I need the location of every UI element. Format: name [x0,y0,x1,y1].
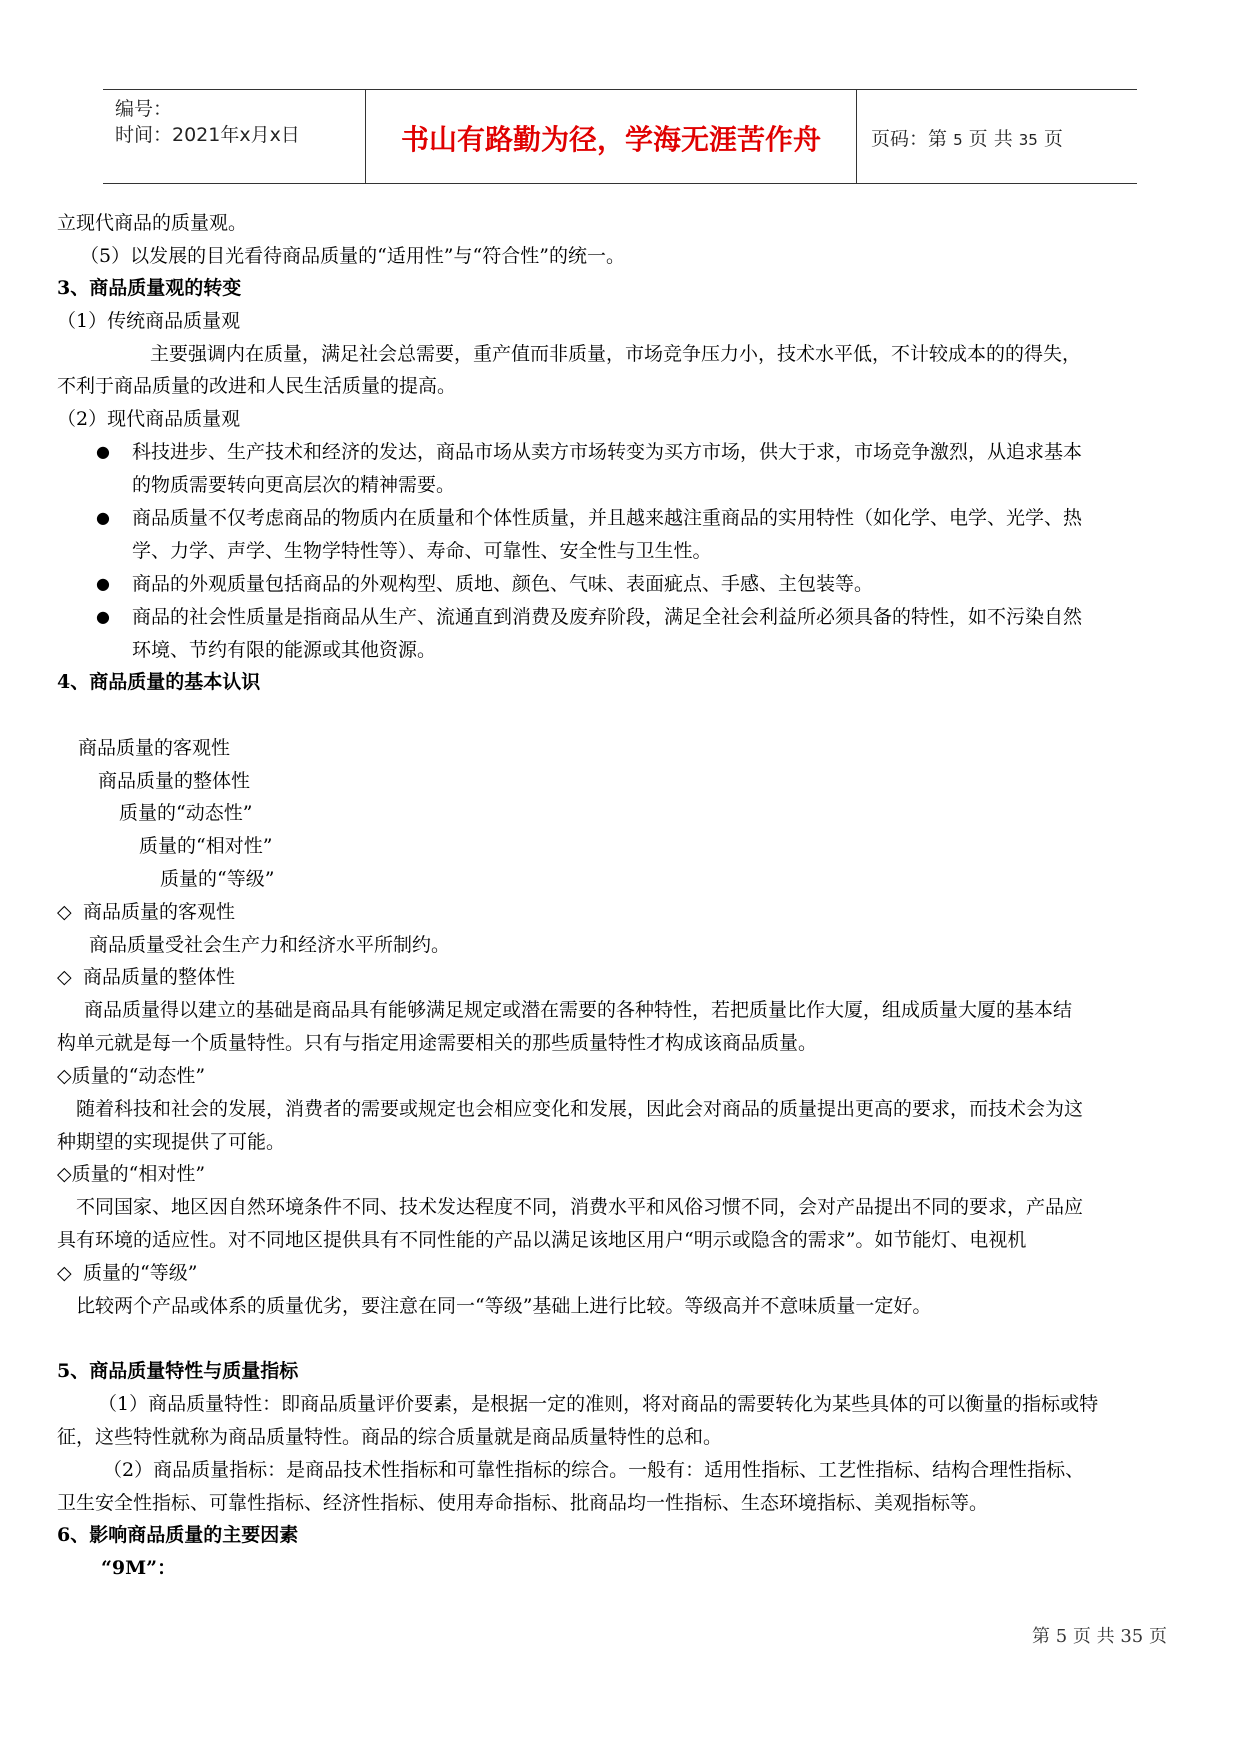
stair-item: 质量的“等级” [160,868,275,890]
stair-item: 商品质量的客观性 [78,737,231,759]
paragraph-line: 卫生安全性指标、可靠性指标、经济性指标、使用寿命指标、批商品均一性指标、生态环境指标、美观指标等。 [57,1492,989,1514]
bullet-text: 学、力学、声学、生物学特性等）、寿命、可靠性、安全性与卫生性。 [132,540,712,562]
paragraph-line: 不同国家、地区因自然环境条件不同、技术发达程度不同，消费水平和风俗习惯不同，会对产品提出不同的要求，产品应 [76,1196,1084,1218]
page-total: 35 [1018,131,1038,149]
paragraph-line: 征，这些特性就称为商品质量特性。商品的综合质量就是商品质量特性的总和。 [57,1426,723,1448]
paragraph-line: 商品质量受社会生产力和经济水平所制约。 [89,934,451,956]
page-header [103,89,1137,184]
bullet-icon: ● [96,574,110,593]
bullet-text: 科技进步、生产技术和经济的发达，商品市场从卖方市场转变为买方市场，供大于求，市场竞争激烈，从追求基本 [132,441,1083,463]
page-suffix: 页 [1043,128,1063,150]
diamond-icon: ◇ [57,966,72,988]
paragraph-line: 主要强调内在质量，满足社会总需要，重产值而非质量，市场竞争压力小，技术水平低，不计较成本的的得失， [150,343,1082,365]
document-time-label: 时间：2021年x月x日 [115,124,300,146]
diamond-heading: ◇质量的“相对性” [57,1163,206,1185]
stair-item: 商品质量的整体性 [98,770,251,792]
header-motto-cell [366,90,857,183]
section-heading: 3、商品质量观的转变 [57,277,242,299]
subsection-heading: （2）现代商品质量观 [57,408,241,430]
paragraph-line: 构单元就是每一个质量特性。只有与指定用途需要相关的那些质量特性才构成该商品质量。 [57,1032,818,1054]
diamond-icon: ◇ [57,1065,72,1087]
diamond-icon: ◇ [57,1163,72,1185]
paragraph-line: 具有环境的适应性。对不同地区提供具有不同性能的产品以满足该地区用户“明示或隐含的需求”。如节能灯、电视机 [57,1229,1027,1251]
paragraph-line: （5）以发展的目光看待商品质量的“适用性”与“符合性”的统一。 [80,245,625,267]
stair-item: 质量的“动态性” [119,802,253,824]
diamond-heading: ◇ 质量的“等级” [57,1262,198,1284]
paragraph-line: 不利于商品质量的改进和人民生活质量的提高。 [57,375,457,397]
page-footer: 第 5 页 共 35 页 [1032,1626,1167,1647]
section-heading: 4、商品质量的基本认识 [57,671,261,693]
bullet-icon: ● [96,508,110,527]
paragraph-line: 随着科技和社会的发展，消费者的需要或规定也会相应变化和发展，因此会对商品的质量提出更高的要求，而技术会为这 [76,1098,1084,1120]
bullet-text: 的物质需要转向更高层次的精神需要。 [132,474,456,496]
bullet-text: 商品的外观质量包括商品的外观构型、质地、颜色、气味、表面疵点、手感、主包装等。 [132,573,874,595]
motto-text: 书山有路勤为径，学海无涯苦作舟 [400,123,821,156]
paragraph-line: 立现代商品的质量观。 [57,212,248,234]
diamond-icon: ◇ [57,901,72,923]
bullet-text: 商品的社会性质量是指商品从生产、流通直到消费及废弃阶段，满足全社会利益所必须具备的特性，如不污染自然 [132,606,1083,628]
header-page-number [871,124,1063,151]
paragraph-line: （1）商品质量特性：即商品质量评价要素，是根据一定的准则，将对商品的需要转化为某些具体的可以衡量的指标或特 [98,1393,1099,1415]
diamond-heading: ◇质量的“动态性” [57,1065,206,1087]
subsection-heading: （1）传统商品质量观 [57,310,241,332]
section-heading: 6、影响商品质量的主要因素 [57,1524,299,1546]
stair-item: 质量的“相对性” [139,835,273,857]
paragraph-line: “9M”： [101,1557,177,1579]
page-mid: 页 共 [968,128,1013,150]
document-number-label: 编号： [115,98,173,120]
bullet-text: 环境、节约有限的能源或其他资源。 [132,639,437,661]
bullet-text: 商品质量不仅考虑商品的物质内在质量和个体性质量，并且越来越注重商品的实用特性（如化学、电学、光学、热 [132,507,1083,529]
diamond-heading: ◇ 商品质量的整体性 [57,966,236,988]
diamond-icon: ◇ [57,1262,72,1284]
page-current: 5 [953,131,963,149]
bullet-icon: ● [96,442,110,461]
header-page-cell [857,90,1137,183]
page-prefix: 页码：第 [871,128,948,150]
header-info-cell [103,90,366,183]
paragraph-line: 比较两个产品或体系的质量优劣，要注意在同一“等级”基础上进行比较。等级高并不意味质量一定好。 [76,1295,932,1317]
diamond-heading: ◇ 商品质量的客观性 [57,901,236,923]
paragraph-line: 商品质量得以建立的基础是商品具有能够满足规定或潜在需要的各种特性，若把质量比作大厦，组成质量大厦的基本结 [84,999,1073,1021]
section-heading: 5、商品质量特性与质量指标 [57,1360,299,1382]
bullet-icon: ● [96,607,110,626]
paragraph-line: （2）商品质量指标：是商品技术性指标和可靠性指标的综合。一般有：适用性指标、工艺性指标、结构合理性指标、 [103,1459,1085,1481]
paragraph-line: 种期望的实现提供了可能。 [57,1131,286,1153]
